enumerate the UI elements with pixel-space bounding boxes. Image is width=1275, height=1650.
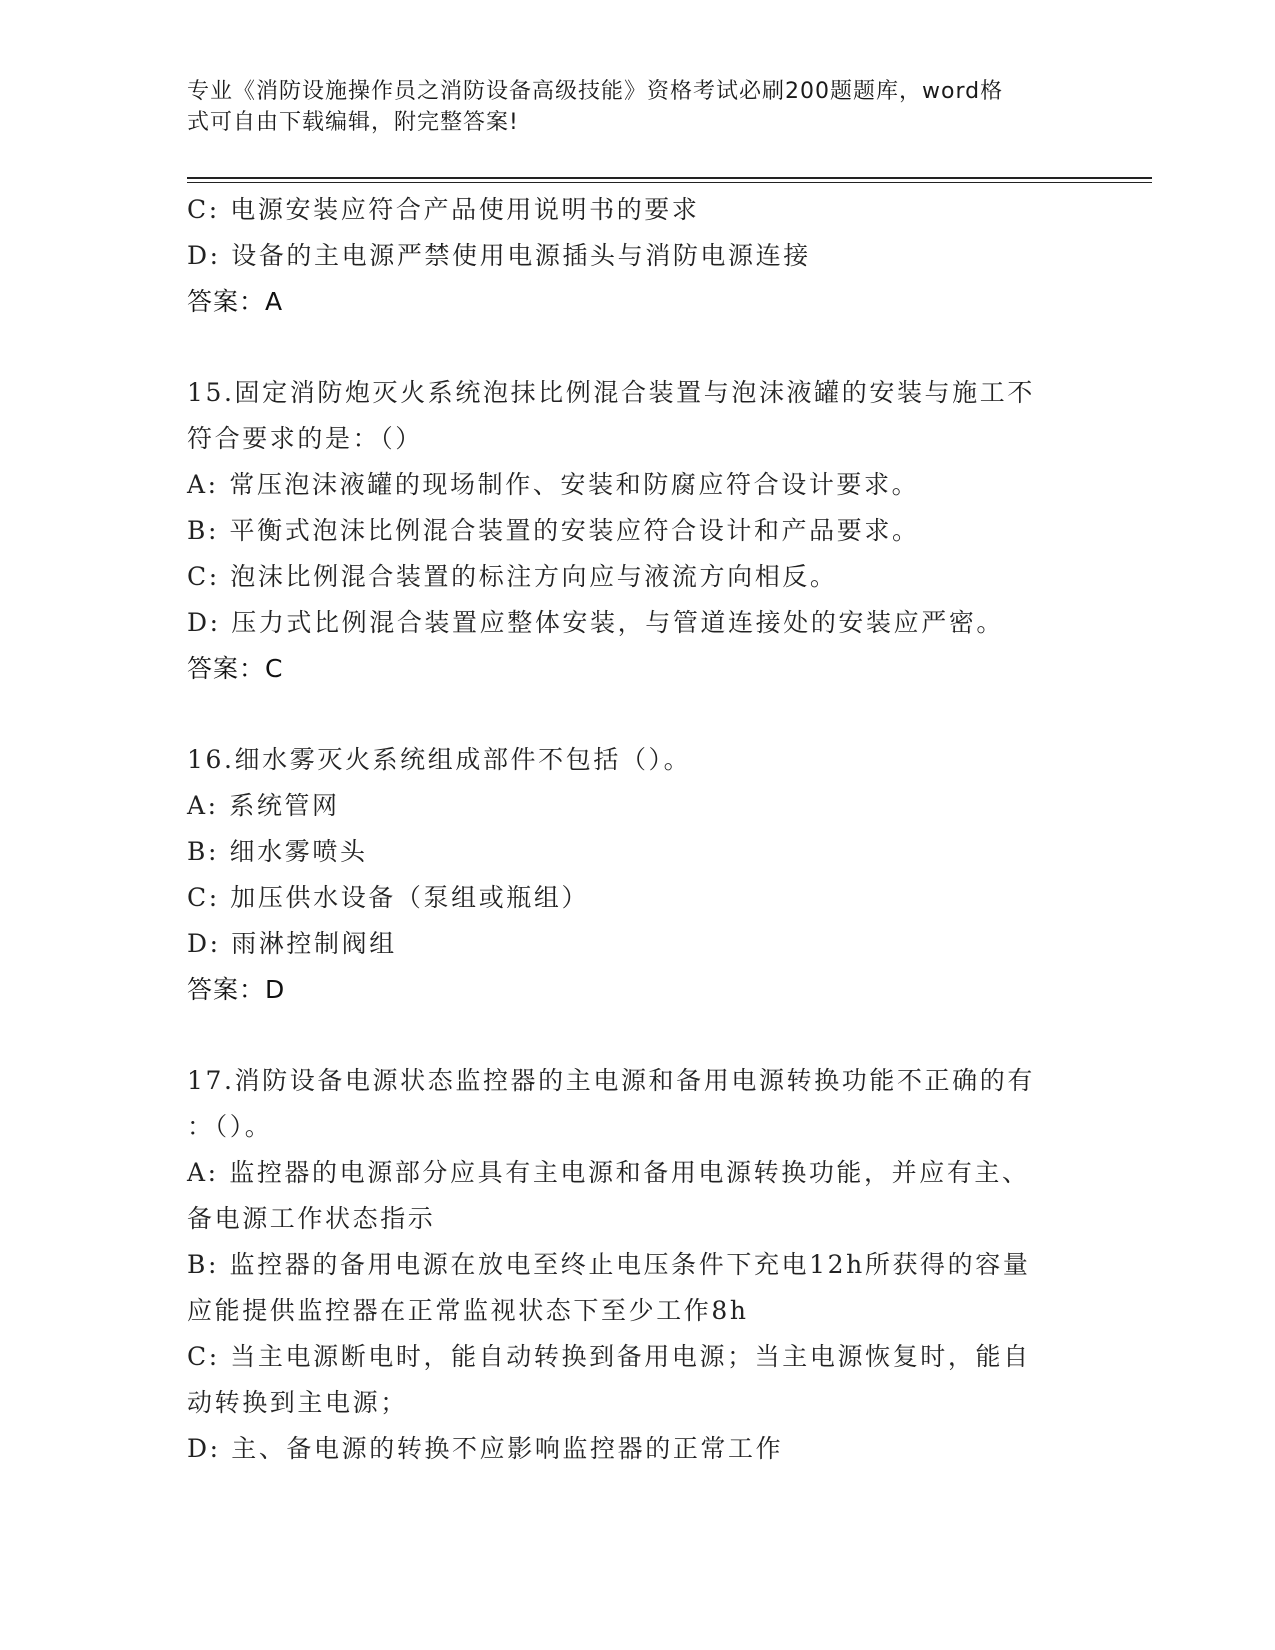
option-line: D: 主、备电源的转换不应影响监控器的正常工作 [187,1434,784,1463]
question-block [187,1058,1087,1472]
option-line: A: 常压泡沫液罐的现场制作、安装和防腐应符合设计要求。 [187,470,920,499]
header-divider [187,182,1152,183]
question-text: 16.细水雾灭火系统组成部件不包括（）。 [187,745,692,774]
option-line: 应能提供监控器在正常监视状态下至少工作8h [187,1296,749,1325]
question-text: ：（）。 [187,1112,273,1141]
header-line: 专业《消防设施操作员之消防设备高级技能》资格考试必刷200题题库，word格 [187,79,1004,104]
question-text: 15.固定消防炮灭火系统泡抹比例混合装置与泡沫液罐的安装与施工不 [187,378,1035,407]
option-line: A: 系统管网 [187,791,340,820]
answer-line: 答案：A [187,287,284,316]
question-block [187,737,1087,1013]
question-block [187,187,1087,325]
question-block [187,370,1087,692]
header-divider [187,177,1152,179]
option-line: B: 监控器的备用电源在放电至终止电压条件下充电12h所获得的容量 [187,1250,1031,1279]
answer-line: 答案：D [187,975,286,1004]
option-line: B: 细水雾喷头 [187,837,368,866]
option-line: D: 雨淋控制阀组 [187,929,397,958]
option-line: C: 泡沫比例混合装置的标注方向应与液流方向相反。 [187,562,838,591]
option-line: C: 电源安装应符合产品使用说明书的要求 [187,195,700,224]
option-line: D: 设备的主电源严禁使用电源插头与消防电源连接 [187,241,811,270]
option-line: B: 平衡式泡沫比例混合装置的安装应符合设计和产品要求。 [187,516,920,545]
page-header [187,76,1067,138]
option-line: C: 加压供水设备（泵组或瓶组） [187,883,590,912]
option-line: 备电源工作状态指示 [187,1204,436,1233]
question-list [187,187,1087,1472]
option-line: 动转换到主电源； [187,1388,408,1417]
option-line: A: 监控器的电源部分应具有主电源和备用电源转换功能，并应有主、 [187,1158,1030,1187]
answer-line: 答案：C [187,654,284,683]
question-text: 17.消防设备电源状态监控器的主电源和备用电源转换功能不正确的有 [187,1066,1035,1095]
option-line: C: 当主电源断电时，能自动转换到备用电源；当主电源恢复时，能自 [187,1342,1031,1371]
question-text: 符合要求的是：（） [187,424,423,453]
option-line: D: 压力式比例混合装置应整体安装，与管道连接处的安装应严密。 [187,608,1005,637]
header-line: 式可自由下载编辑，附完整答案! [187,110,519,135]
